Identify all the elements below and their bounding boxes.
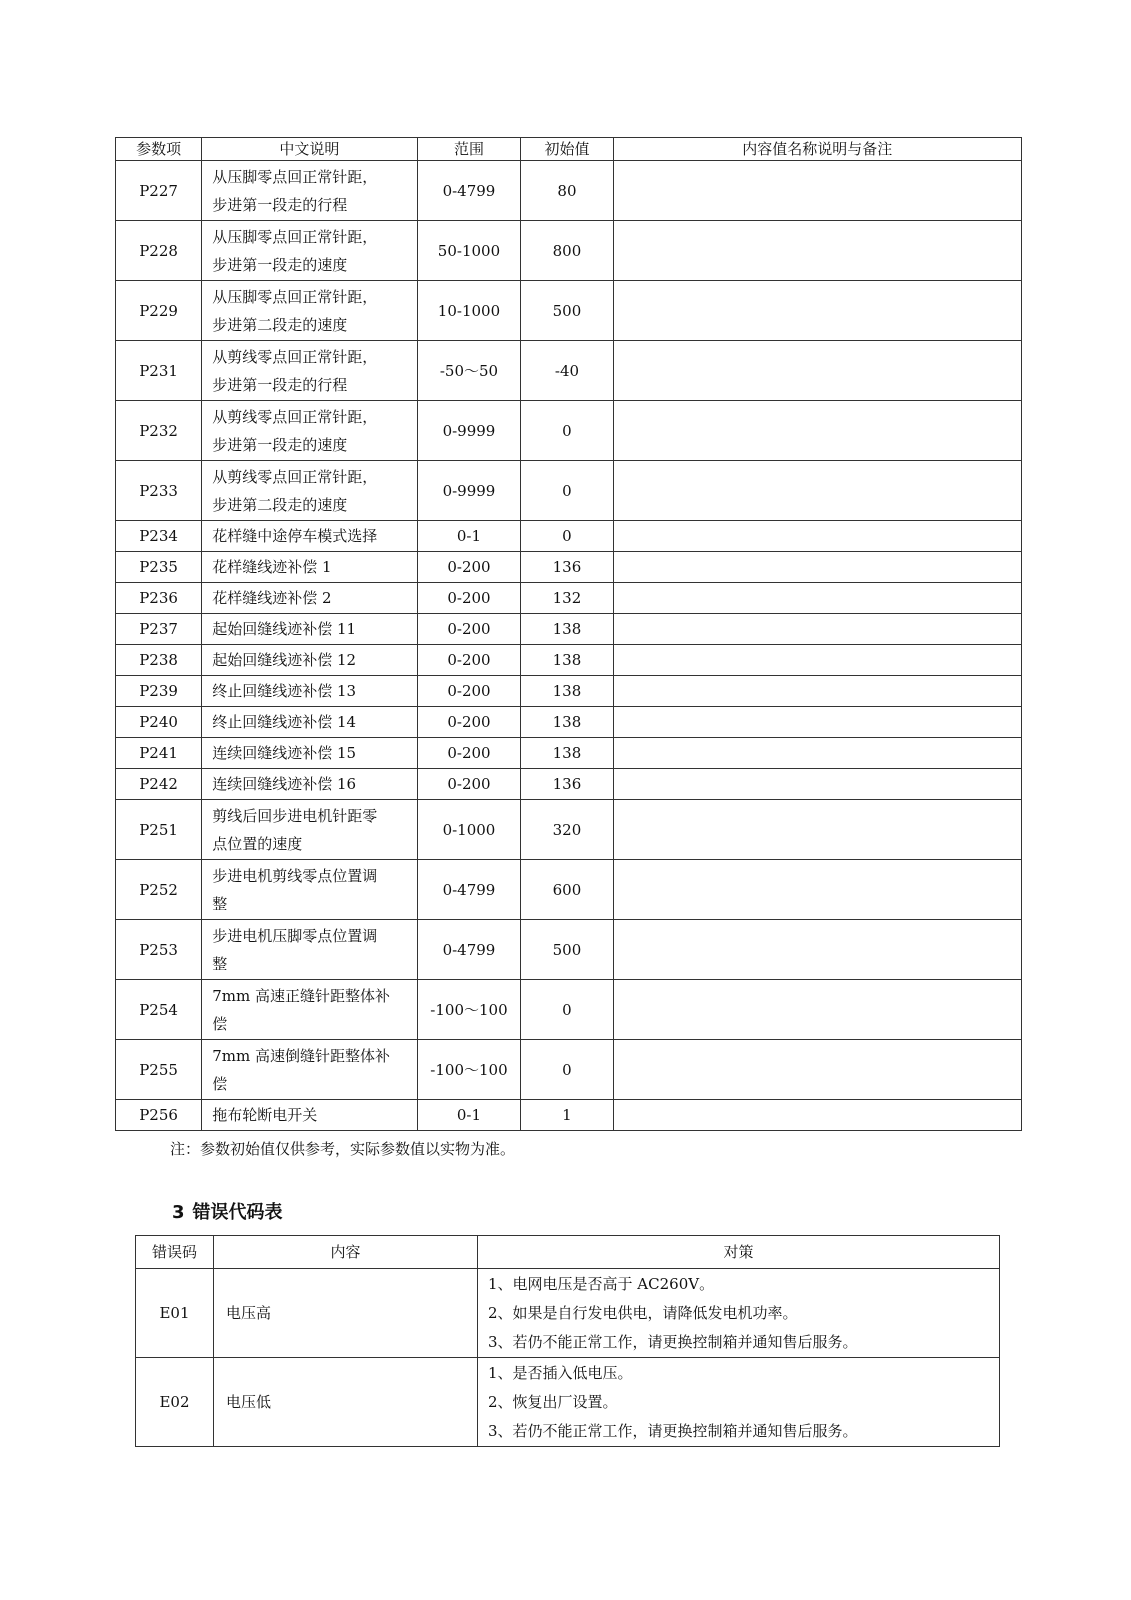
description-line: 步进第二段走的速度 [212,495,348,514]
header-measures: 对策 [478,1236,1000,1269]
param-remarks [613,769,1021,800]
param-initial-value: 136 [521,769,613,800]
table-row [116,552,1022,583]
table-row [116,341,1022,401]
param-initial-value: 500 [521,281,613,341]
param-id: P227 [116,161,202,221]
param-id: P233 [116,461,202,521]
param-range: 0-200 [417,614,521,645]
description-line: 7mm 高速倒缝针距整体补 [212,1046,390,1065]
parameter-table [115,137,1022,1131]
description-line: 起始回缝线迹补偿 11 [212,620,357,638]
param-initial-value: 136 [521,552,613,583]
param-range: 0-1000 [417,800,521,860]
table-row [116,1040,1022,1100]
param-description [202,1040,417,1100]
measure-line: 3、若仍不能正常工作，请更换控制箱并通知售后服务。 [488,1332,858,1351]
param-initial-value: 138 [521,707,613,738]
param-remarks [613,860,1021,920]
error-content: 电压高 [214,1269,478,1358]
param-description [202,980,417,1040]
param-remarks [613,645,1021,676]
header-range: 范围 [417,138,521,161]
param-range: 0-200 [417,738,521,769]
description-line: 花样缝中途停车模式选择 [212,527,378,545]
param-remarks [613,583,1021,614]
error-content: 电压低 [214,1358,478,1447]
measure-line: 2、恢复出厂设置。 [488,1392,618,1411]
param-range: -50～50 [417,341,521,401]
param-id: P240 [116,707,202,738]
description-line: 从剪线零点回正常针距， [212,347,378,366]
param-id: P255 [116,1040,202,1100]
param-remarks [613,401,1021,461]
param-id: P252 [116,860,202,920]
param-range: 0-200 [417,552,521,583]
param-range: 50-1000 [417,221,521,281]
description-line: 花样缝线迹补偿 2 [212,589,332,607]
param-remarks [613,521,1021,552]
table-row [116,461,1022,521]
param-initial-value: 600 [521,860,613,920]
param-remarks [613,1040,1021,1100]
param-remarks [613,1100,1021,1131]
param-id: P232 [116,401,202,461]
param-initial-value: -40 [521,341,613,401]
error-measures [478,1358,1000,1447]
param-initial-value: 500 [521,920,613,980]
param-initial-value: 0 [521,1040,613,1100]
param-range: 0-1 [417,521,521,552]
table-row [116,980,1022,1040]
param-initial-value: 320 [521,800,613,860]
section-heading [172,1200,291,1226]
param-remarks [613,281,1021,341]
param-range: 0-200 [417,645,521,676]
param-range: 0-4799 [417,860,521,920]
param-range: 10-1000 [417,281,521,341]
param-remarks [613,552,1021,583]
param-description [202,281,417,341]
param-range: 0-200 [417,583,521,614]
description-line: 从剪线零点回正常针距， [212,407,378,426]
header-error-code: 错误码 [136,1236,214,1269]
description-line: 步进电机剪线零点位置调 [212,866,378,885]
error-code-table [135,1235,1000,1447]
description-line: 连续回缝线迹补偿 16 [212,775,357,793]
param-id: P229 [116,281,202,341]
param-id: P237 [116,614,202,645]
table-row [116,676,1022,707]
param-description [202,769,417,800]
param-initial-value: 0 [521,461,613,521]
param-description [202,1100,417,1131]
param-initial-value: 138 [521,614,613,645]
param-id: P253 [116,920,202,980]
param-description [202,676,417,707]
header-param-id: 参数项 [116,138,202,161]
param-range: 0-9999 [417,401,521,461]
description-line: 从压脚零点回正常针距， [212,287,378,306]
table-note: 注：参数初始值仅供参考，实际参数值以实物为准。 [170,1140,516,1158]
param-remarks [613,341,1021,401]
param-id: P228 [116,221,202,281]
param-id: P236 [116,583,202,614]
table-row [136,1269,1000,1358]
param-range: 0-4799 [417,920,521,980]
param-description [202,401,417,461]
param-remarks [613,614,1021,645]
table-row [136,1358,1000,1447]
table-row [116,401,1022,461]
description-line: 从压脚零点回正常针距， [212,167,378,186]
param-remarks [613,800,1021,860]
measure-line: 1、电网电压是否高于 AC260V。 [488,1274,715,1293]
param-initial-value: 132 [521,583,613,614]
param-description [202,860,417,920]
param-initial-value: 0 [521,401,613,461]
table-row [116,800,1022,860]
param-range: 0-9999 [417,461,521,521]
description-line: 步进电机压脚零点位置调 [212,926,378,945]
description-line: 步进第二段走的速度 [212,315,348,334]
param-remarks [613,461,1021,521]
param-description [202,707,417,738]
param-description [202,583,417,614]
param-initial-value: 0 [521,521,613,552]
param-description [202,800,417,860]
param-initial-value: 80 [521,161,613,221]
description-line: 点位置的速度 [212,834,303,853]
table-row [116,583,1022,614]
param-remarks [613,920,1021,980]
description-line: 连续回缝线迹补偿 15 [212,744,357,762]
header-content: 内容 [214,1236,478,1269]
param-range: -100～100 [417,980,521,1040]
description-line: 终止回缝线迹补偿 14 [212,713,357,731]
error-measures [478,1269,1000,1358]
param-id: P254 [116,980,202,1040]
table-row [116,769,1022,800]
param-description [202,552,417,583]
description-line: 花样缝线迹补偿 1 [212,558,332,576]
param-remarks [613,676,1021,707]
description-line: 偿 [212,1014,228,1033]
description-line: 步进第一段走的速度 [212,255,348,274]
description-line: 剪线后回步进电机针距零 [212,806,378,825]
table-row [116,221,1022,281]
description-line: 终止回缝线迹补偿 13 [212,682,357,700]
param-description [202,738,417,769]
param-initial-value: 138 [521,738,613,769]
param-id: P235 [116,552,202,583]
description-line: 7mm 高速正缝针距整体补 [212,986,390,1005]
param-initial-value: 138 [521,676,613,707]
table-row [116,645,1022,676]
param-description [202,920,417,980]
param-initial-value: 0 [521,980,613,1040]
table-row [116,281,1022,341]
param-initial-value: 138 [521,645,613,676]
table-row [116,161,1022,221]
param-description [202,614,417,645]
param-id: P256 [116,1100,202,1131]
header-initial-value: 初始值 [521,138,613,161]
error-code: E02 [136,1358,214,1447]
description-line: 步进第一段走的行程 [212,375,348,394]
description-line: 起始回缝线迹补偿 12 [212,651,357,669]
param-description [202,461,417,521]
description-line: 整 [212,954,228,973]
param-initial-value: 800 [521,221,613,281]
table-row [116,521,1022,552]
param-range: 0-4799 [417,161,521,221]
description-line: 整 [212,894,228,913]
param-id: P241 [116,738,202,769]
param-id: P231 [116,341,202,401]
param-range: -100～100 [417,1040,521,1100]
param-description [202,161,417,221]
header-description: 中文说明 [202,138,417,161]
measure-line: 3、若仍不能正常工作，请更换控制箱并通知售后服务。 [488,1421,858,1440]
table-row [116,614,1022,645]
table-row [116,860,1022,920]
description-line: 偿 [212,1074,228,1093]
param-description [202,221,417,281]
measure-line: 1、是否插入低电压。 [488,1363,633,1382]
param-id: P239 [116,676,202,707]
param-id: P242 [116,769,202,800]
section-number: 3 [172,1202,185,1223]
param-id: P251 [116,800,202,860]
param-range: 0-200 [417,707,521,738]
param-range: 0-200 [417,769,521,800]
description-line: 从压脚零点回正常针距， [212,227,378,246]
table-row [116,707,1022,738]
table-row [116,738,1022,769]
section-title: 错误代码表 [192,1202,283,1223]
param-initial-value: 1 [521,1100,613,1131]
description-line: 步进第一段走的行程 [212,195,348,214]
param-remarks [613,707,1021,738]
table-row [116,1100,1022,1131]
param-remarks [613,980,1021,1040]
param-range: 0-200 [417,676,521,707]
param-description [202,645,417,676]
param-description [202,341,417,401]
param-remarks [613,161,1021,221]
param-id: P234 [116,521,202,552]
measure-line: 2、如果是自行发电供电，请降低发电机功率。 [488,1303,798,1322]
description-line: 从剪线零点回正常针距， [212,467,378,486]
param-range: 0-1 [417,1100,521,1131]
header-remarks: 内容值名称说明与备注 [613,138,1021,161]
description-line: 拖布轮断电开关 [212,1106,318,1124]
table-row [116,920,1022,980]
param-description [202,521,417,552]
param-id: P238 [116,645,202,676]
description-line: 步进第一段走的速度 [212,435,348,454]
param-remarks [613,221,1021,281]
error-table-header [136,1236,1000,1269]
parameter-table-header [116,138,1022,161]
error-code: E01 [136,1269,214,1358]
param-remarks [613,738,1021,769]
